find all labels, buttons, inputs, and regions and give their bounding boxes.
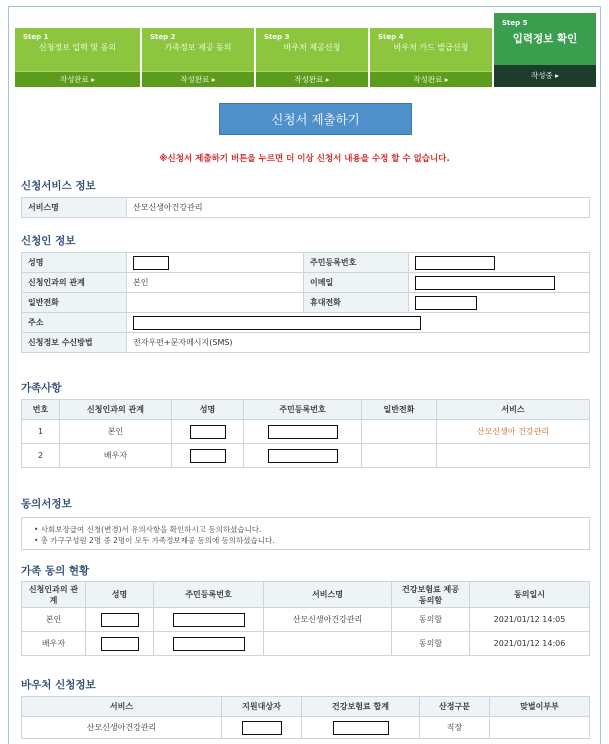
- family-relation: 배우자: [60, 444, 172, 468]
- consent-relation: 본인: [22, 608, 86, 632]
- family-phone: [362, 420, 437, 444]
- family-header-name: 성명: [172, 400, 244, 420]
- family-service: [437, 444, 590, 468]
- step-2-number: Step 2: [150, 33, 176, 41]
- family-relation: 본인: [60, 420, 172, 444]
- family-header-phone: 일반전화: [362, 400, 437, 420]
- relation-value: 본인: [127, 273, 304, 293]
- family-table: [21, 399, 590, 468]
- redacted-box: [415, 296, 477, 310]
- consent-name: [86, 632, 154, 656]
- redacted-box: [190, 425, 226, 439]
- family-title: 가족사항: [21, 382, 62, 394]
- service-name-value: 산모신생아건강관리: [127, 198, 590, 218]
- family-consent-table: [21, 581, 590, 656]
- step-5-name: 입력정보 확인: [512, 33, 578, 45]
- step-2: [142, 28, 254, 87]
- step-1-name: 신청정보 입력 및 동의: [38, 43, 117, 52]
- relation-label: 신청인과의 관계: [22, 273, 127, 293]
- applicant-info-table: [21, 252, 590, 353]
- step-4: [370, 28, 492, 87]
- step-3-number: Step 3: [264, 33, 290, 41]
- email-label: 이메일: [304, 273, 409, 293]
- rrn-value: [409, 253, 590, 273]
- applicant-info-title: 신청인 정보: [21, 235, 76, 247]
- consent-relation: 배우자: [22, 632, 86, 656]
- consent-service: 산모신생아건강관리: [264, 608, 392, 632]
- step-1-number: Step 1: [23, 33, 49, 41]
- step-2-name: 가족정보 제공 동의: [164, 43, 232, 52]
- voucher-insurance: [302, 717, 420, 739]
- email-value: [409, 273, 590, 293]
- step-3-name: 바우처 제공신청: [283, 43, 341, 52]
- family-rrn: [244, 420, 362, 444]
- consent-title: 동의서정보: [21, 498, 72, 510]
- consent-date: 2021/01/12 14:06: [470, 632, 590, 656]
- address-label: 주소: [22, 313, 127, 333]
- table-row: [22, 444, 590, 468]
- table-row: [22, 608, 590, 632]
- redacted-box: [415, 256, 495, 270]
- step-4-number: Step 4: [378, 33, 404, 41]
- step-progress-bar: [15, 13, 596, 87]
- address-value: [127, 313, 590, 333]
- consent-line-1: • 사회보장급여 신청(변경)서 유의사항을 확인하시고 동의하셨습니다.: [34, 525, 262, 534]
- name-value: [127, 253, 304, 273]
- table-row: [22, 717, 590, 739]
- redacted-box: [133, 256, 169, 270]
- consent-notice: [21, 517, 590, 550]
- voucher-title: 바우처 신청정보: [21, 679, 96, 691]
- consent-agree: 동의함: [392, 632, 470, 656]
- redacted-box: [268, 425, 338, 439]
- step-4-status: 작성완료 ▸: [370, 71, 492, 87]
- receive-method-label: 신청정보 수신방법: [22, 333, 127, 353]
- redacted-box: [242, 721, 282, 735]
- application-frame: [8, 6, 601, 744]
- step-4-name: 바우처 카드 발급신청: [393, 43, 469, 52]
- mobile-label: 휴대전화: [304, 293, 409, 313]
- family-no: 2: [22, 444, 60, 468]
- family-rrn: [244, 444, 362, 468]
- step-5-status: 작성중 ▸: [494, 65, 596, 87]
- consent-agree: 동의함: [392, 608, 470, 632]
- voucher-header-type: 산정구분: [420, 697, 490, 717]
- rrn-label: 주민등록번호: [304, 253, 409, 273]
- consent-header-service: 서비스명: [264, 582, 392, 608]
- family-name: [172, 420, 244, 444]
- redacted-box: [173, 613, 245, 627]
- table-row: [22, 632, 590, 656]
- consent-name: [86, 608, 154, 632]
- service-info-table: [21, 197, 590, 218]
- redacted-box: [415, 276, 555, 290]
- voucher-target: [222, 717, 302, 739]
- consent-rrn: [154, 608, 264, 632]
- consent-header-agree: 건강보험료 제공 동의함: [392, 582, 470, 608]
- step-5-active: [494, 13, 596, 87]
- step-1-status: 작성완료 ▸: [15, 71, 140, 87]
- redacted-box: [101, 613, 139, 627]
- step-1: [15, 28, 140, 87]
- consent-rrn: [154, 632, 264, 656]
- voucher-table: [21, 696, 590, 739]
- submit-warning: ※신청서 제출하기 버튼을 누르면 더 이상 신청서 내용을 수정 할 수 없습니다.: [159, 154, 450, 164]
- family-name: [172, 444, 244, 468]
- redacted-box: [333, 721, 389, 735]
- consent-header-name: 성명: [86, 582, 154, 608]
- consent-header-rrn: 주민등록번호: [154, 582, 264, 608]
- redacted-box: [268, 449, 338, 463]
- redacted-box: [173, 637, 245, 651]
- name-label: 성명: [22, 253, 127, 273]
- redacted-box: [101, 637, 139, 651]
- step-3: [256, 28, 368, 87]
- step-2-status: 작성완료 ▸: [142, 71, 254, 87]
- voucher-header-insurance: 건강보험료 합계: [302, 697, 420, 717]
- consent-line-2: • 총 가구구성원 2명 중 2명이 모두 가족정보제공 동의에 동의하셨습니다.: [34, 536, 275, 545]
- step-3-status: 작성완료 ▸: [256, 71, 368, 87]
- service-info-title: 신청서비스 정보: [21, 180, 96, 192]
- redacted-box: [133, 316, 421, 330]
- family-header-service: 서비스: [437, 400, 590, 420]
- phone-label: 일반전화: [22, 293, 127, 313]
- phone-value: [127, 293, 304, 313]
- family-no: 1: [22, 420, 60, 444]
- service-name-label: 서비스명: [22, 198, 127, 218]
- table-row: [22, 420, 590, 444]
- redacted-box: [190, 449, 226, 463]
- family-service: 산모신생아 건강관리: [437, 420, 590, 444]
- family-consent-title: 가족 동의 현황: [21, 565, 90, 577]
- receive-method-value: 전자우편+문자메시지(SMS): [127, 333, 590, 353]
- consent-header-date: 동의일시: [470, 582, 590, 608]
- voucher-type: 직장: [420, 717, 490, 739]
- voucher-header-target: 지원대상자: [222, 697, 302, 717]
- voucher-header-dual: 맞벌이부부: [490, 697, 590, 717]
- submit-application-button[interactable]: 신청서 제출하기: [219, 103, 412, 135]
- step-5-number: Step 5: [502, 19, 528, 27]
- voucher-service: 산모신생아건강관리: [22, 717, 222, 739]
- voucher-dual: [490, 717, 590, 739]
- consent-date: 2021/01/12 14:05: [470, 608, 590, 632]
- family-phone: [362, 444, 437, 468]
- family-header-relation: 신청인과의 관계: [60, 400, 172, 420]
- consent-service: [264, 632, 392, 656]
- mobile-value: [409, 293, 590, 313]
- voucher-header-service: 서비스: [22, 697, 222, 717]
- consent-header-relation: 신청인과의 관계: [22, 582, 86, 608]
- family-header-rrn: 주민등록번호: [244, 400, 362, 420]
- family-header-no: 번호: [22, 400, 60, 420]
